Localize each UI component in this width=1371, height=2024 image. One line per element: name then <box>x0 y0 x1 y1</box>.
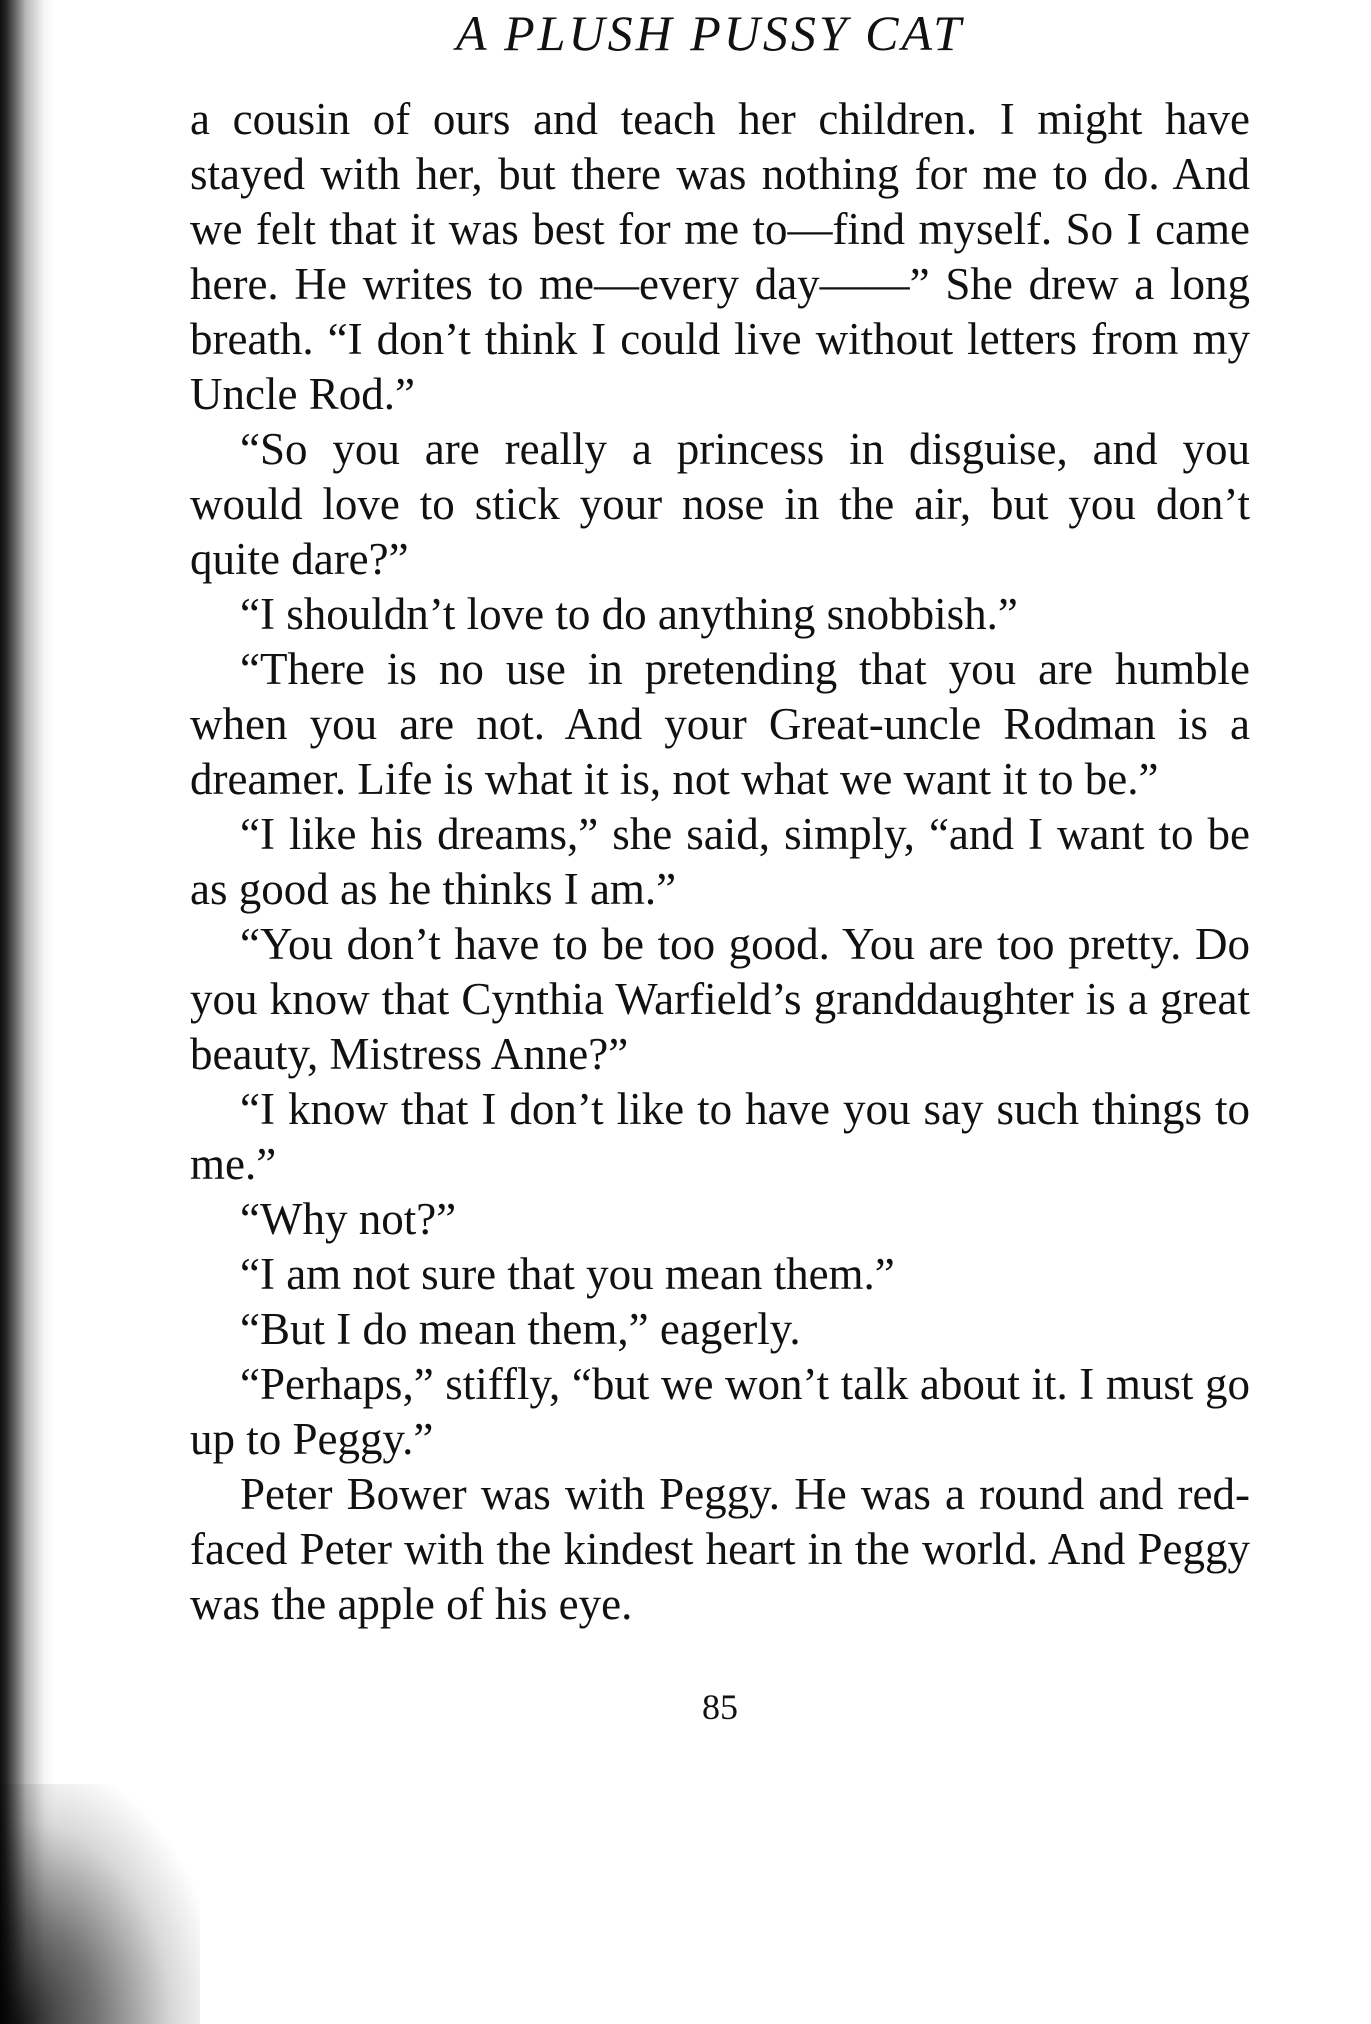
paragraph-2: “So you are really a princess in disguise, and you would love to stick your nose in the air, but you don’t quite dare?” <box>190 424 1250 584</box>
paragraph-5: “I like his dreams,” she said, simply, “and I want to be as good as he thinks I am.” <box>190 809 1250 914</box>
paragraph-4: “There is no use in pretending that you are humble when you are not. And your Great-uncle Rodman is a dreamer. Life is what it is, not what we want it to be.” <box>190 644 1250 804</box>
running-head: A PLUSH PUSSY CAT <box>455 5 964 61</box>
binding-speckle <box>0 1784 200 2024</box>
paragraph-3: “I shouldn’t love to do anything snobbish.” <box>240 589 1018 639</box>
paragraph-10: “But I do mean them,” eagerly. <box>240 1304 801 1354</box>
paragraph-8: “Why not?” <box>240 1194 457 1244</box>
paragraph-1: a cousin of ours and teach her children. I might have stayed with her, but there was nothing for me to do. And we felt that it was best for me to—find myself. So I came here. He writes to me—every day——” She drew a long breath. “I don’t think I could live without letters from my Uncle Rod.” <box>190 94 1250 419</box>
body-text <box>190 92 1250 1632</box>
paragraph-7: “I know that I don’t like to have you say such things to me.” <box>190 1084 1250 1189</box>
paragraph-6: “You don’t have to be too good. You are too pretty. Do you know that Cynthia Warfield’s granddaughter is a great beauty, Mistress Anne?” <box>190 919 1250 1079</box>
paragraph-11: “Perhaps,” stiffly, “but we won’t talk about it. I must go up to Peggy.” <box>190 1359 1250 1464</box>
page-number: 85 <box>702 1687 738 1727</box>
paragraph-12: Peter Bower was with Peggy. He was a round and red-faced Peter with the kindest heart in the world. And Peggy was the apple of his eye. <box>190 1469 1250 1629</box>
binding-shadow <box>0 0 54 2024</box>
paragraph-9: “I am not sure that you mean them.” <box>240 1249 895 1299</box>
